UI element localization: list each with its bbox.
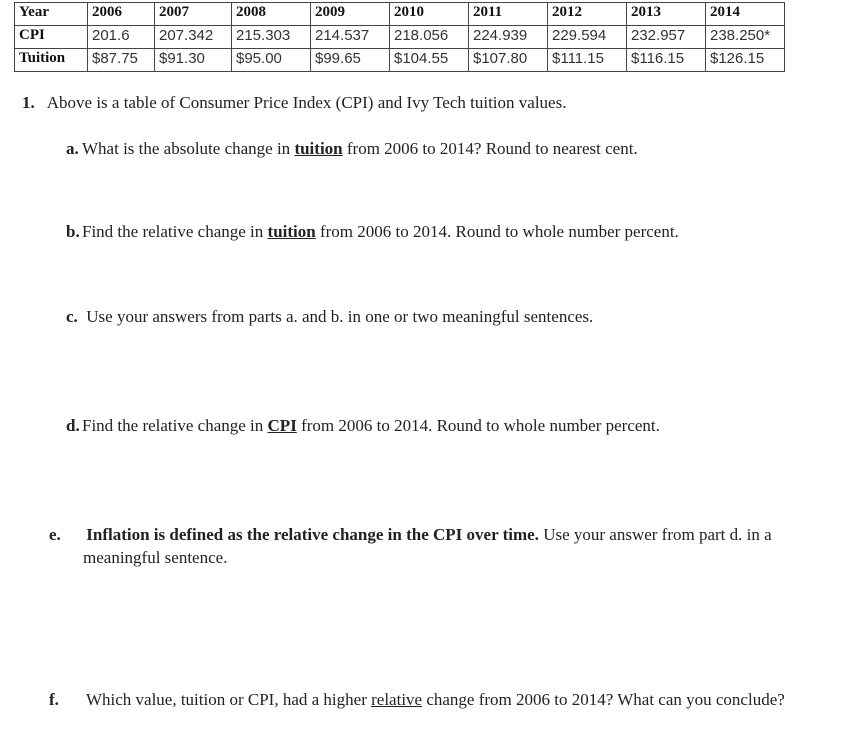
table-row-cpi: [15, 26, 785, 49]
question-intro-text: Above is a table of Consumer Price Index (CPI) and Ivy Tech tuition values.: [46, 93, 567, 112]
year-cell: 2008: [232, 3, 311, 26]
cpi-tuition-table: [14, 2, 785, 72]
year-cell: 2009: [311, 3, 390, 26]
tuition-cell: $107.80: [469, 49, 548, 72]
part-e: [49, 523, 823, 569]
part-a-key: tuition: [294, 139, 343, 158]
cpi-cell: 218.056: [390, 26, 469, 49]
year-header-cell: Year: [15, 3, 88, 26]
part-d-label: d.: [66, 416, 80, 435]
part-f-post: change from 2006 to 2014? What can you conclude?: [422, 690, 785, 709]
cpi-cell: 229.594: [548, 26, 627, 49]
part-a: [66, 137, 806, 160]
part-f-key: relative: [371, 690, 423, 709]
part-c-text: Use your answers from parts a. and b. in one or two meaningful sentences.: [86, 307, 594, 326]
table-row-year: [15, 3, 785, 26]
year-cell: 2011: [469, 3, 548, 26]
tuition-header-cell: Tuition: [15, 49, 88, 72]
part-c-label: c.: [66, 307, 78, 326]
cpi-cell: 215.303: [232, 26, 311, 49]
year-cell: 2007: [155, 3, 232, 26]
tuition-cell: $99.65: [311, 49, 390, 72]
part-a-pre: What is the absolute change in: [82, 139, 295, 158]
year-cell: 2012: [548, 3, 627, 26]
question-number: 1.: [22, 93, 35, 112]
question-intro: [22, 91, 566, 114]
part-d: [66, 414, 806, 437]
part-f: [49, 688, 823, 711]
tuition-cell: $95.00: [232, 49, 311, 72]
year-cell: 2010: [390, 3, 469, 26]
tuition-cell: $126.15: [706, 49, 785, 72]
part-d-post: from 2006 to 2014. Round to whole number percent.: [296, 416, 660, 435]
part-d-pre: Find the relative change in: [82, 416, 268, 435]
cpi-cell: 232.957: [627, 26, 706, 49]
tuition-cell: $87.75: [88, 49, 155, 72]
cpi-cell: 214.537: [311, 26, 390, 49]
part-e-label: e.: [49, 525, 61, 544]
part-f-pre: Which value, tuition or CPI, had a higher: [85, 690, 372, 709]
part-f-label: f.: [49, 690, 59, 709]
tuition-cell: $116.15: [627, 49, 706, 72]
part-c: [66, 305, 806, 328]
cpi-cell: 224.939: [469, 26, 548, 49]
table-row-tuition: [15, 49, 785, 72]
part-a-label: a.: [66, 139, 79, 158]
part-b: [66, 220, 806, 243]
part-b-label: b.: [66, 222, 80, 241]
year-cell: 2006: [88, 3, 155, 26]
year-cell: 2014: [706, 3, 785, 26]
tuition-cell: $104.55: [390, 49, 469, 72]
part-d-key: CPI: [267, 416, 297, 435]
year-cell: 2013: [627, 3, 706, 26]
cpi-cell: 238.250*: [706, 26, 785, 49]
cpi-cell: 201.6: [88, 26, 155, 49]
part-b-pre: Find the relative change in: [82, 222, 268, 241]
part-b-key: tuition: [267, 222, 316, 241]
part-e-post: Use your answer from part d. in a meaningful sentence.: [83, 525, 772, 567]
part-a-post: from 2006 to 2014? Round to nearest cent.: [342, 139, 638, 158]
tuition-cell: $111.15: [548, 49, 627, 72]
tuition-cell: $91.30: [155, 49, 232, 72]
part-e-bold: Inflation is defined as the relative change in the CPI over time.: [86, 525, 539, 544]
part-b-post: from 2006 to 2014. Round to whole number percent.: [315, 222, 679, 241]
cpi-header-cell: CPI: [15, 26, 88, 49]
cpi-cell: 207.342: [155, 26, 232, 49]
